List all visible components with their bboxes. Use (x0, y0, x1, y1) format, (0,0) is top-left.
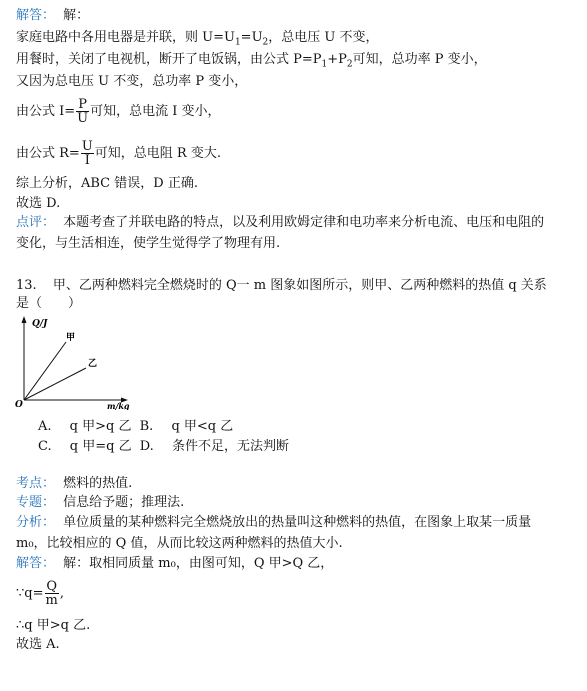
option-b-text: q 甲<q 乙 (171, 419, 234, 434)
fraction-u-over-i: $\frac{U}{I}$ (81, 139, 93, 168)
kaodian-label: 考点： (16, 476, 56, 491)
option-d-text: 条件不足，无法判断 (171, 439, 289, 454)
fenxi-label: 分析： (16, 515, 56, 530)
solution-intro: 解： (63, 8, 90, 23)
final-choice: 故选 A. (16, 637, 60, 652)
question-13-stem: 13. 甲、乙两种燃料完全燃烧时的 Q一 m 图象如图所示，则甲、乙两种燃料的热值 q 关系 (16, 278, 547, 293)
option-a-text: q 甲>q 乙 (69, 419, 132, 434)
option-c-text: q 甲=q 乙 (69, 439, 132, 454)
solution-choice: 故选 D. (16, 196, 61, 211)
answer-13-label: 解答： (16, 556, 56, 571)
answer-13-line: 解答： 解：取相同质量 m₀，由图可知，Q 甲>Q 乙， (16, 556, 334, 571)
answer-label: 解答： (16, 8, 56, 23)
fraction-q-over-m: $\frac{Q}{m}$ (45, 579, 58, 608)
formula-resistance: 由公式 R= $\frac{U}{I}$ 可知，总电阻 R 变大. (16, 139, 221, 168)
solution-line-2: 用餐时，关闭了电视机，断开了电饭锅，由公式 $P=P_1+P_2$可知，总功率 P 变小， (16, 52, 487, 70)
fenxi-line-2: m₀，比较相应的 Q 值，从而比较这两种燃料的热值大小. (16, 536, 343, 551)
therefore-line: ∴q 甲>q 乙. (16, 618, 91, 633)
y-axis-label: Q/J (32, 319, 48, 329)
comment-line-1: 点评： 本题考查了并联电路的特点，以及利用欧姆定律和电功率来分析电流、电压和电阻的 (16, 215, 545, 230)
question-13-stem-2: 是（ ） (16, 296, 82, 311)
options-row-1 (38, 419, 233, 435)
solution-line-3: 又因为总电压 U 不变，总功率 P 变小， (16, 74, 248, 89)
comment-label: 点评： (16, 215, 56, 230)
since-formula: ∵q= $\frac{Q}{m}$ , (16, 579, 64, 608)
zhuanti-label: 专题： (16, 495, 56, 510)
y-axis-arrow (22, 316, 27, 323)
x-axis-label: m/kg (107, 401, 130, 410)
line-jia-label: 甲 (66, 333, 76, 343)
option-c-label: C. (38, 439, 52, 454)
zhuanti-line: 专题： 信息给予题；推理法. (16, 495, 185, 510)
formula-current: 由公式 I= $\frac{P}{U}$ 可知，总电流 I 变小， (16, 97, 221, 126)
line-yi-label: 乙 (88, 359, 98, 369)
option-a-label: A. (38, 419, 52, 434)
question-number: 13. (16, 278, 37, 293)
q-m-graph (14, 314, 134, 410)
origin-label: O (15, 400, 23, 410)
answer-line (16, 8, 89, 24)
option-b-label: B. (139, 419, 154, 434)
option-d-label: D. (139, 439, 154, 454)
line-yi (24, 368, 86, 400)
fraction-p-over-u: $\frac{P}{U}$ (77, 97, 89, 126)
options-row-2 (38, 439, 289, 455)
line-jia (24, 342, 66, 400)
solution-line-1: 家庭电路中各用电器是并联，则 $U=U_1=U_2$，总电压 U 不变， (16, 30, 379, 48)
comment-line-2: 变化，与生活相连，使学生觉得学了物理有用. (16, 236, 281, 251)
kaodian-line: 考点： 燃料的热值. (16, 476, 133, 491)
solution-conclusion: 综上分析，ABC 错误，D 正确. (16, 176, 198, 191)
fenxi-line-1: 分析： 单位质量的某种燃料完全燃烧放出的热量叫这种燃料的热值，在图象上取某一质量 (16, 515, 532, 530)
